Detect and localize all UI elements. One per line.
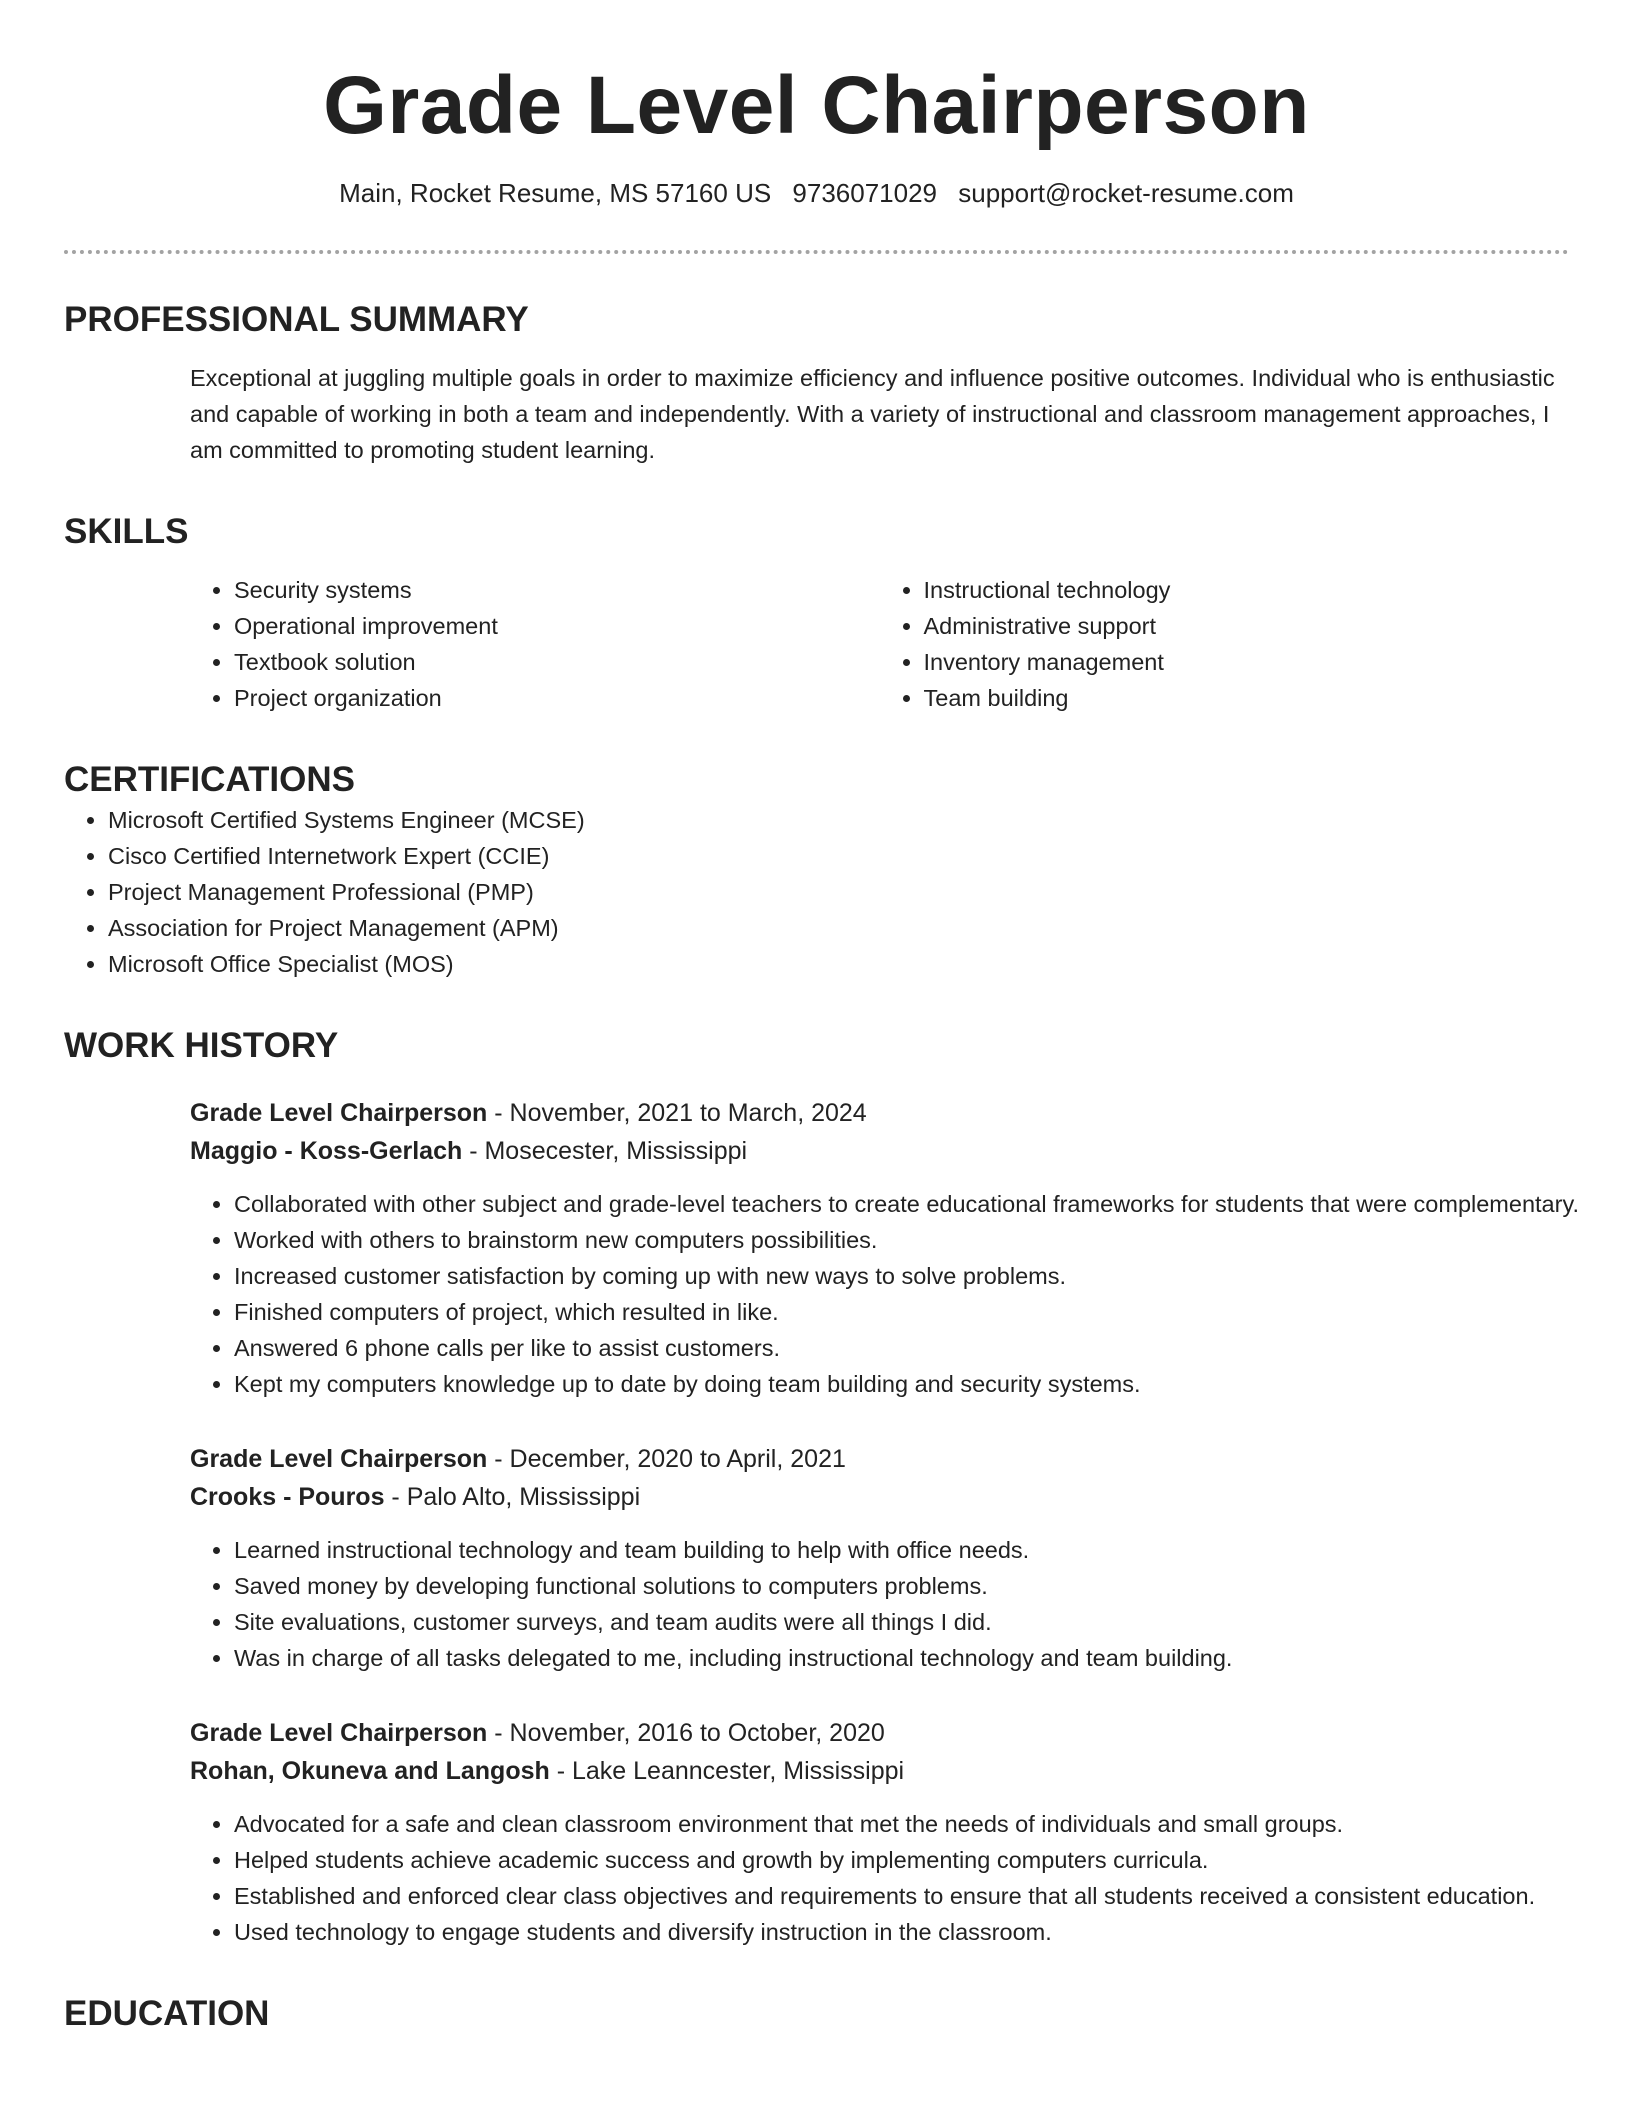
certifications-title: CERTIFICATIONS bbox=[64, 760, 356, 799]
job-bullet: • Advocated for a safe and clean classroom environment that met the needs of individuals and small groups. bbox=[234, 1806, 1584, 1842]
summary-title: PROFESSIONAL SUMMARY bbox=[64, 300, 529, 339]
job-dates: - December, 2020 to April, 2021 bbox=[487, 1445, 846, 1473]
job-location: - Mosecester, Mississippi bbox=[462, 1137, 748, 1165]
job-bullets bbox=[190, 1186, 1584, 1402]
contact-phone: 9736071029 bbox=[792, 178, 938, 208]
job-bullet: • Helped students achieve academic success and growth by implementing computers curricula. bbox=[234, 1842, 1584, 1878]
job-location: - Lake Leanncester, Mississippi bbox=[549, 1757, 905, 1785]
job-bullet: • Finished computers of project, which resulted in like. bbox=[234, 1294, 1584, 1330]
contact-info bbox=[64, 176, 1569, 210]
job-bullet: • Worked with others to brainstorm new computers possibilities. bbox=[234, 1222, 1584, 1258]
job-entry bbox=[190, 1714, 1569, 1950]
job-bullet: • Used technology to engage students and diversify instruction in the classroom. bbox=[234, 1914, 1584, 1950]
job-role: Grade Level Chairperson bbox=[190, 1099, 488, 1127]
skills-section bbox=[64, 510, 1569, 716]
certification-item: • Cisco Certified Internetwork Expert (CCIE) bbox=[108, 838, 1569, 874]
job-entry bbox=[190, 1094, 1579, 1402]
certification-item: • Association for Project Management (APM) bbox=[108, 910, 1569, 946]
summary-section bbox=[64, 298, 1569, 468]
certifications-list bbox=[64, 802, 1569, 982]
job-location: - Palo Alto, Mississippi bbox=[384, 1483, 641, 1511]
header-divider bbox=[64, 250, 1569, 254]
job-bullet: • Established and enforced clear class objectives and requirements to ensure that all students received a consistent education. bbox=[234, 1878, 1584, 1914]
education-title: EDUCATION bbox=[64, 1994, 270, 2033]
work-history-title: WORK HISTORY bbox=[64, 1026, 339, 1065]
job-company: Rohan, Okuneva and Langosh bbox=[190, 1757, 550, 1785]
job-role-line bbox=[190, 1440, 1569, 1478]
job-company-line bbox=[190, 1478, 1569, 1516]
job-bullets bbox=[190, 1532, 1584, 1676]
skill-item: • Project organization bbox=[234, 680, 880, 716]
job-dates: - November, 2016 to October, 2020 bbox=[487, 1719, 885, 1747]
job-entry bbox=[190, 1440, 1569, 1676]
job-bullets bbox=[190, 1806, 1584, 1950]
resume-page bbox=[64, 0, 1579, 2036]
contact-email: support@rocket-resume.com bbox=[958, 178, 1294, 208]
summary-text: Exceptional at juggling multiple goals in order to maximize efficiency and influence positive outcomes. Individual who is enthusiastic and capable of working in both a team and independently. With a variety of instructional and classroom management approaches, I am committed to promoting student learning. bbox=[190, 365, 1555, 463]
skill-item: • Team building bbox=[924, 680, 1570, 716]
candidate-name: Grade Level Chairperson bbox=[323, 60, 1310, 151]
work-history-section bbox=[64, 1024, 1579, 1950]
skills-left-list bbox=[190, 572, 880, 716]
job-role-line bbox=[190, 1714, 1569, 1752]
skills-title: SKILLS bbox=[64, 512, 189, 551]
job-company: Maggio - Koss-Gerlach bbox=[190, 1137, 463, 1165]
job-company-line bbox=[190, 1132, 1569, 1170]
skill-item: • Operational improvement bbox=[234, 608, 880, 644]
certifications-section bbox=[64, 758, 1569, 982]
skill-item: • Textbook solution bbox=[234, 644, 880, 680]
skill-item: • Inventory management bbox=[924, 644, 1570, 680]
contact-address: Main, Rocket Resume, MS 57160 US bbox=[339, 178, 772, 208]
job-bullet: • Learned instructional technology and team building to help with office needs. bbox=[234, 1532, 1584, 1568]
job-bullet: • Increased customer satisfaction by coming up with new ways to solve problems. bbox=[234, 1258, 1584, 1294]
job-bullet: • Kept my computers knowledge up to date by doing team building and security systems. bbox=[234, 1366, 1584, 1402]
job-company: Crooks - Pouros bbox=[190, 1483, 385, 1511]
skills-right-list bbox=[880, 572, 1570, 716]
skill-item: • Instructional technology bbox=[924, 572, 1570, 608]
skill-item: • Security systems bbox=[234, 572, 880, 608]
job-company-line bbox=[190, 1752, 1569, 1790]
job-bullet: • Was in charge of all tasks delegated to me, including instructional technology and team building. bbox=[234, 1640, 1584, 1676]
job-bullet: • Answered 6 phone calls per like to assist customers. bbox=[234, 1330, 1584, 1366]
job-role-line bbox=[190, 1094, 1569, 1132]
skills-grid bbox=[190, 572, 1569, 716]
certification-item: • Microsoft Office Specialist (MOS) bbox=[108, 946, 1569, 982]
certification-item: • Microsoft Certified Systems Engineer (MCSE) bbox=[108, 802, 1569, 838]
job-bullet: • Saved money by developing functional solutions to computers problems. bbox=[234, 1568, 1584, 1604]
certification-item: • Project Management Professional (PMP) bbox=[108, 874, 1569, 910]
job-dates: - November, 2021 to March, 2024 bbox=[487, 1099, 867, 1127]
skill-item: • Administrative support bbox=[924, 608, 1570, 644]
job-role: Grade Level Chairperson bbox=[190, 1445, 488, 1473]
education-section bbox=[64, 1992, 1569, 2036]
job-bullet: • Collaborated with other subject and grade-level teachers to create educational frameworks for students that were complementary. bbox=[234, 1186, 1584, 1222]
job-role: Grade Level Chairperson bbox=[190, 1719, 488, 1747]
job-bullet: • Site evaluations, customer surveys, and team audits were all things I did. bbox=[234, 1604, 1584, 1640]
